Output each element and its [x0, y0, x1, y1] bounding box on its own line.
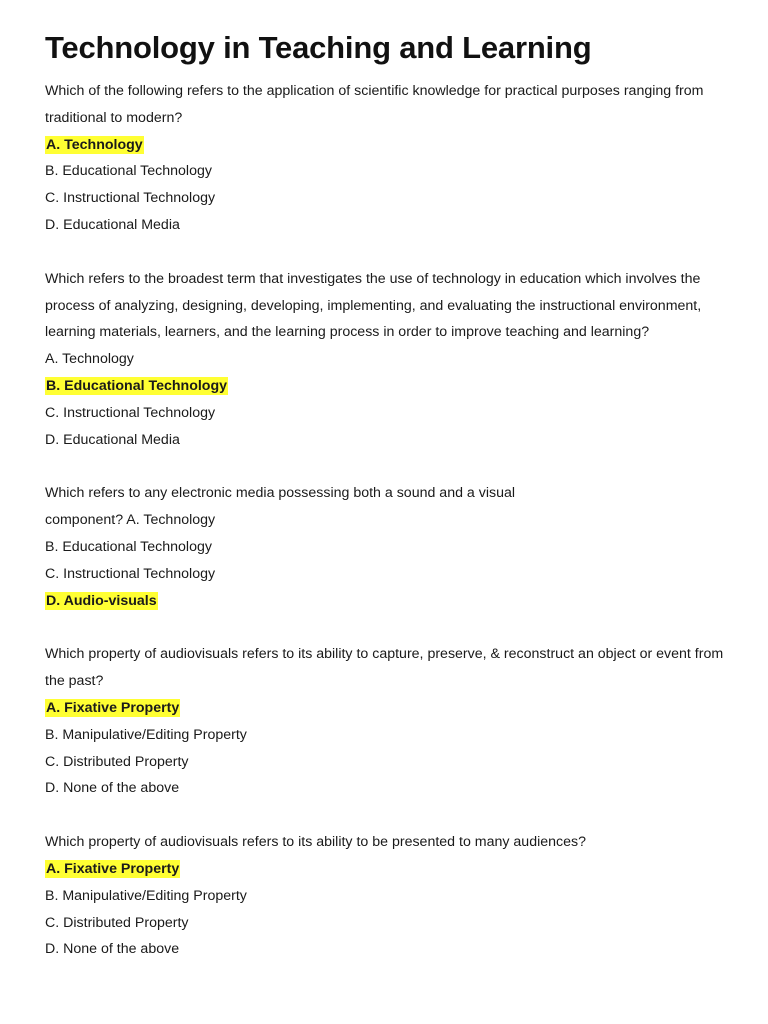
question-text: Which of the following refers to the application of scientific knowledge for practical purposes ranging from traditional to modern? — [45, 83, 704, 126]
question-3 — [45, 480, 735, 614]
option-a-correct: A. Technology — [46, 136, 143, 153]
question-1 — [45, 78, 735, 239]
option-b-correct: B. Educational Technology — [46, 377, 228, 394]
option-d: D. Educational Media — [45, 216, 180, 233]
page-title: Technology in Teaching and Learning — [45, 30, 592, 65]
option-a-correct: A. Fixative Property — [46, 699, 180, 716]
option-c: C. Instructional Technology — [45, 190, 216, 207]
option-d: D. Educational Media — [45, 431, 180, 448]
question-5 — [45, 829, 735, 963]
option-c: C. Instructional Technology — [45, 565, 216, 582]
option-c: C. Instructional Technology — [45, 404, 216, 421]
option-c: C. Distributed Property — [45, 914, 189, 931]
option-a-correct: A. Fixative Property — [46, 860, 180, 877]
option-b: B. Manipulative/Editing Property — [45, 726, 247, 743]
question-text: Which property of audiovisuals refers to its ability to be presented to many audiences? — [45, 834, 586, 851]
option-d-correct: D. Audio-visuals — [46, 592, 157, 609]
option-b: B. Manipulative/Editing Property — [45, 887, 247, 904]
question-text-line-2: component? A. Technology — [45, 512, 216, 529]
option-d: D. None of the above — [45, 941, 180, 958]
question-4 — [45, 641, 735, 802]
question-text: Which property of audiovisuals refers to its ability to capture, preserve, & reconstruct an object or event from the past? — [45, 646, 724, 690]
option-b: B. Educational Technology — [45, 538, 212, 555]
option-c: C. Distributed Property — [45, 753, 189, 770]
question-text-line-1: Which refers to any electronic media possessing both a sound and a visual — [45, 485, 516, 502]
option-a: A. Technology — [126, 512, 216, 529]
document-page — [45, 28, 735, 963]
option-a: A. Technology — [45, 351, 134, 368]
question-2 — [45, 266, 735, 454]
option-d: D. None of the above — [45, 780, 180, 797]
question-text: Which refers to the broadest term that investigates the use of technology in education which involves the process of analyzing, designing, developing, implementing, and evaluating the instructional environment, learning materials, learners, and the learning process in order to improve teaching and learning? — [45, 270, 702, 341]
option-b: B. Educational Technology — [45, 163, 212, 180]
